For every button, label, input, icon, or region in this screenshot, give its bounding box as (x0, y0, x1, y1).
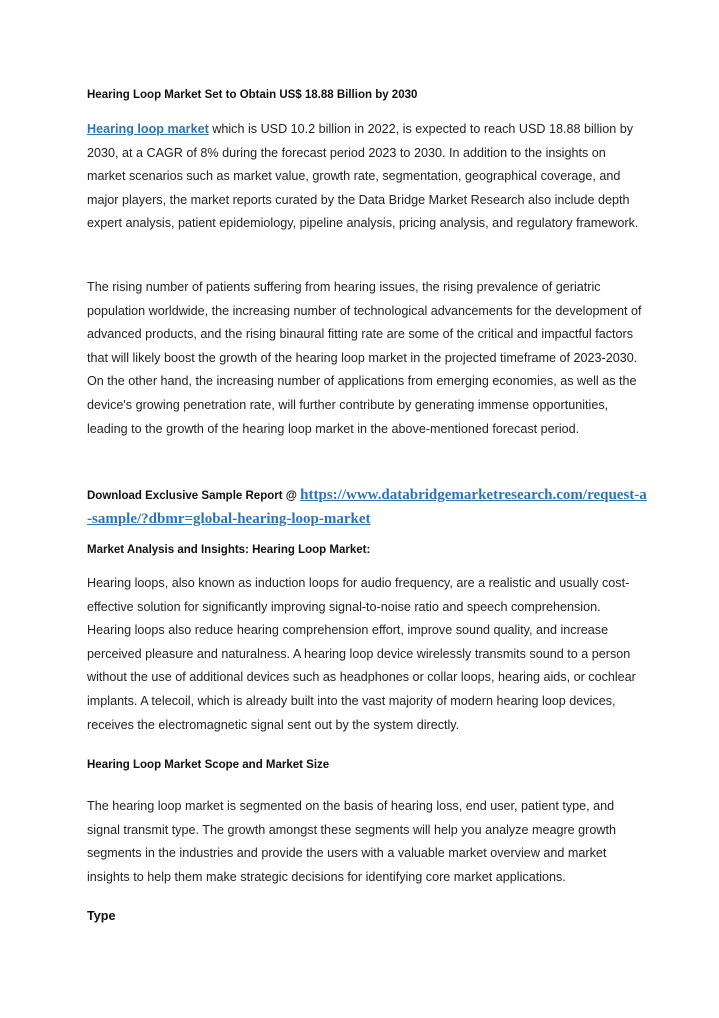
download-sample-line (87, 484, 647, 532)
document-title: Hearing Loop Market Set to Obtain US$ 18.88 Billion by 2030 (87, 89, 418, 101)
type-heading: Type (87, 909, 116, 923)
intro-paragraph (87, 118, 647, 236)
analysis-paragraph: Hearing loops, also known as induction loops for audio frequency, are a realistic and usually cost-effective solution for significantly improving signal-to-noise ratio and speech comprehension. Hearing loops also reduce hearing comprehension effort, improve sound quality, and increase perceived pleasure and naturalness. A hearing loop device wirelessly transmits sound to a person without the use of additional devices such as headphones or collar loops, hearing aids, or cochlear implants. A telecoil, which is already built into the vast majority of modern hearing loop devices, receives the electromagnetic signal sent out by the system directly. (87, 576, 636, 732)
drivers-paragraph: The rising number of patients suffering from hearing issues, the rising prevalence of geriatric population worldwide, the increasing number of technological advancements for the development of advanced products, and the rising binaural fitting rate are some of the critical and impactful factors that will likely boost the growth of the hearing loop market in the projected timeframe of 2023-2030. On the other hand, the increasing number of applications from emerging economies, as well as the device's growing penetration rate, will further contribute by generating immense opportunities, leading to the growth of the hearing loop market in the above-mentioned forecast period. (87, 280, 642, 436)
intro-text: which is USD 10.2 billion in 2022, is expected to reach USD 18.88 billion by 2030, at a CAGR of 8% during the forecast period 2023 to 2030. In addition to the insights on market scenarios such as market value, growth rate, segmentation, geographical coverage, and major players, the market reports curated by the Data Bridge Market Research also include depth expert analysis, patient epidemiology, pipeline analysis, pricing analysis, and regulatory framework. (87, 122, 639, 231)
download-label: Download Exclusive Sample Report @ (87, 490, 301, 502)
hearing-loop-market-link[interactable]: Hearing loop market (87, 122, 209, 136)
scope-paragraph: The hearing loop market is segmented on the basis of hearing loss, end user, patient type, and signal transmit type. The growth amongst these segments will help you analyze meagre growth segments in the industries and provide the users with a valuable market overview and market insights to help them make strategic decisions for identifying core market applications. (87, 799, 616, 884)
analysis-heading: Market Analysis and Insights: Hearing Loop Market: (87, 544, 371, 556)
sample-report-link[interactable]: https://www.databridgemarketresearch.com/request-a-sample/?dbmr=global-hearing-loop-market (87, 487, 647, 527)
scope-heading: Hearing Loop Market Scope and Market Size (87, 759, 330, 771)
